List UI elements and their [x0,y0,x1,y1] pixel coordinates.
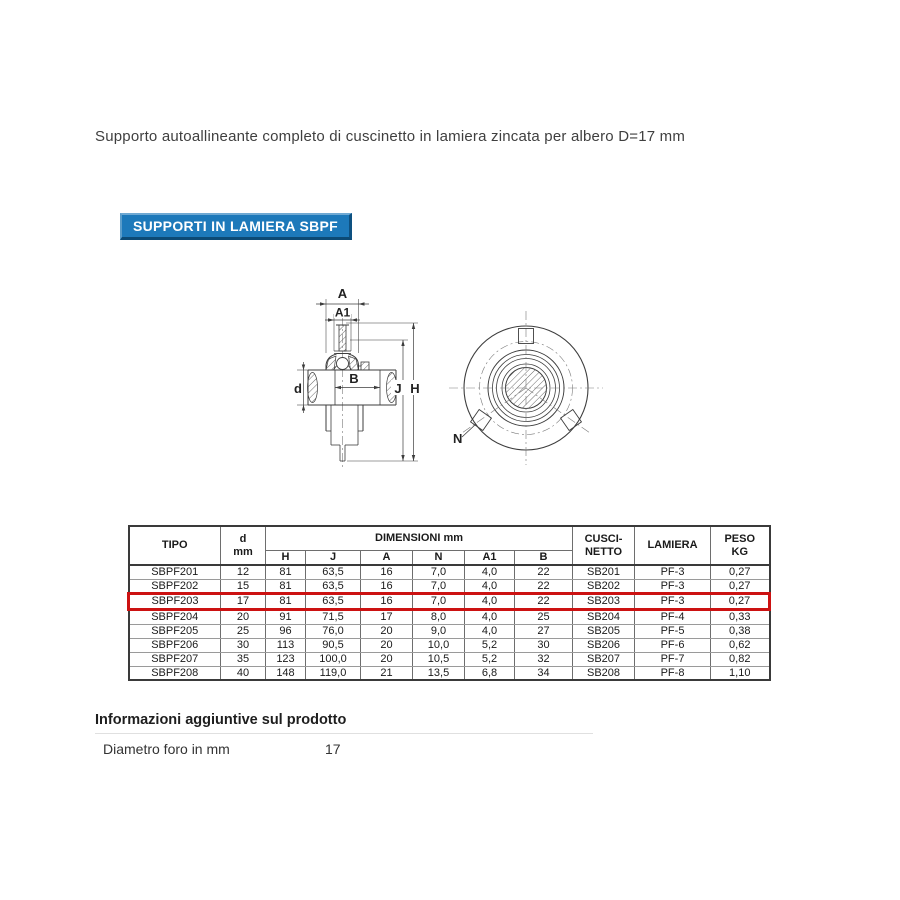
cell-d: 15 [221,579,266,594]
col-header-d: d mm [221,526,266,565]
table-row [129,638,770,652]
dim-label-d: d [294,381,302,396]
dim-label-B: B [349,371,359,386]
cell-peso: 0,27 [711,565,770,579]
col-header-cuscinetto: CUSCI- NETTO [573,526,635,565]
col-header-A1: A1 [465,550,515,565]
cell-tipo: SBPF205 [129,624,221,638]
cell-b: 22 [515,594,573,610]
dim-label-J: J [394,381,402,396]
cell-b: 30 [515,638,573,652]
cell-lamiera: PF-3 [635,565,711,579]
cell-tipo: SBPF207 [129,652,221,666]
dim-label-A1: A1 [334,305,351,320]
cell-peso: 1,10 [711,666,770,680]
cell-lamiera: PF-8 [635,666,711,680]
cell-tipo: SBPF206 [129,638,221,652]
cell-peso: 0,33 [711,609,770,624]
cell-b: 22 [515,565,573,579]
spec-table [127,525,771,681]
cell-cuscinetto: SB203 [573,594,635,610]
cell-n: 7,0 [413,579,465,594]
cell-d: 25 [221,624,266,638]
product-description: Supporto autoallineante completo di cuscinetto in lamiera zincata per albero D=17 mm [95,128,686,145]
cell-a1: 6,8 [465,666,515,680]
cell-a1: 4,0 [465,594,515,610]
cell-j: 63,5 [306,594,361,610]
additional-info-row [95,733,593,763]
table-row [129,666,770,680]
cell-peso: 0,27 [711,594,770,610]
cell-j: 71,5 [306,609,361,624]
cell-j: 76,0 [306,624,361,638]
cell-cuscinetto: SB202 [573,579,635,594]
cell-d: 40 [221,666,266,680]
cell-b: 32 [515,652,573,666]
cell-h: 123 [266,652,306,666]
cell-j: 63,5 [306,579,361,594]
cell-tipo: SBPF208 [129,666,221,680]
cell-cuscinetto: SB205 [573,624,635,638]
cell-a1: 4,0 [465,565,515,579]
cell-a: 21 [361,666,413,680]
cell-lamiera: PF-4 [635,609,711,624]
cell-d: 20 [221,609,266,624]
table-row [129,565,770,579]
cell-a: 17 [361,609,413,624]
dim-label-H: H [410,381,420,396]
col-header-A: A [361,550,413,565]
cell-b: 22 [515,579,573,594]
col-header-H: H [266,550,306,565]
cell-j: 100,0 [306,652,361,666]
technical-drawing [288,273,640,485]
cell-h: 113 [266,638,306,652]
col-header-tipo: TIPO [129,526,221,565]
cell-j: 63,5 [306,565,361,579]
cell-b: 25 [515,609,573,624]
cell-tipo: SBPF203 [129,594,221,610]
cell-n: 8,0 [413,609,465,624]
cell-lamiera: PF-3 [635,579,711,594]
cell-a1: 5,2 [465,652,515,666]
table-row [129,624,770,638]
cell-cuscinetto: SB206 [573,638,635,652]
col-header-dimensioni: DIMENSIONI mm [266,526,573,550]
series-banner: SUPPORTI IN LAMIERA SBPF [120,213,352,240]
cell-d: 17 [221,594,266,610]
col-header-B: B [515,550,573,565]
dim-label-A: A [337,286,348,301]
cell-cuscinetto: SB208 [573,666,635,680]
table-row [129,652,770,666]
cell-a: 16 [361,565,413,579]
cell-n: 10,5 [413,652,465,666]
cell-h: 81 [266,579,306,594]
cell-h: 81 [266,565,306,579]
cell-j: 119,0 [306,666,361,680]
cell-d: 12 [221,565,266,579]
cell-peso: 0,27 [711,579,770,594]
cell-peso: 0,82 [711,652,770,666]
cell-n: 7,0 [413,565,465,579]
cell-a: 20 [361,624,413,638]
cell-a: 20 [361,638,413,652]
table-row [129,579,770,594]
cell-cuscinetto: SB207 [573,652,635,666]
col-header-peso: PESO KG [711,526,770,565]
info-value: 17 [325,741,341,757]
cell-n: 13,5 [413,666,465,680]
cell-peso: 0,62 [711,638,770,652]
cell-h: 91 [266,609,306,624]
additional-info-heading: Informazioni aggiuntive sul prodotto [95,712,347,728]
col-header-J: J [306,550,361,565]
cell-j: 90,5 [306,638,361,652]
col-header-lamiera: LAMIERA [635,526,711,565]
cell-peso: 0,38 [711,624,770,638]
cell-tipo: SBPF204 [129,609,221,624]
cell-lamiera: PF-6 [635,638,711,652]
spec-table-header [129,526,770,565]
dim-label-N: N [453,431,463,446]
cell-cuscinetto: SB204 [573,609,635,624]
cell-n: 10,0 [413,638,465,652]
cell-h: 148 [266,666,306,680]
cell-a: 16 [361,594,413,610]
cell-tipo: SBPF201 [129,565,221,579]
table-row [129,594,770,610]
cell-d: 30 [221,638,266,652]
cell-a1: 5,2 [465,638,515,652]
cell-a1: 4,0 [465,609,515,624]
col-header-N: N [413,550,465,565]
cell-n: 7,0 [413,594,465,610]
cell-a: 16 [361,579,413,594]
cell-d: 35 [221,652,266,666]
cell-h: 81 [266,594,306,610]
cell-b: 27 [515,624,573,638]
cell-a: 20 [361,652,413,666]
cell-lamiera: PF-5 [635,624,711,638]
cell-h: 96 [266,624,306,638]
spec-table-body [129,565,770,680]
info-label: Diametro foro in mm [103,741,230,757]
cell-lamiera: PF-7 [635,652,711,666]
cell-cuscinetto: SB201 [573,565,635,579]
cell-lamiera: PF-3 [635,594,711,610]
cell-a1: 4,0 [465,579,515,594]
table-row [129,609,770,624]
cell-n: 9,0 [413,624,465,638]
cell-a1: 4,0 [465,624,515,638]
cell-tipo: SBPF202 [129,579,221,594]
cell-b: 34 [515,666,573,680]
